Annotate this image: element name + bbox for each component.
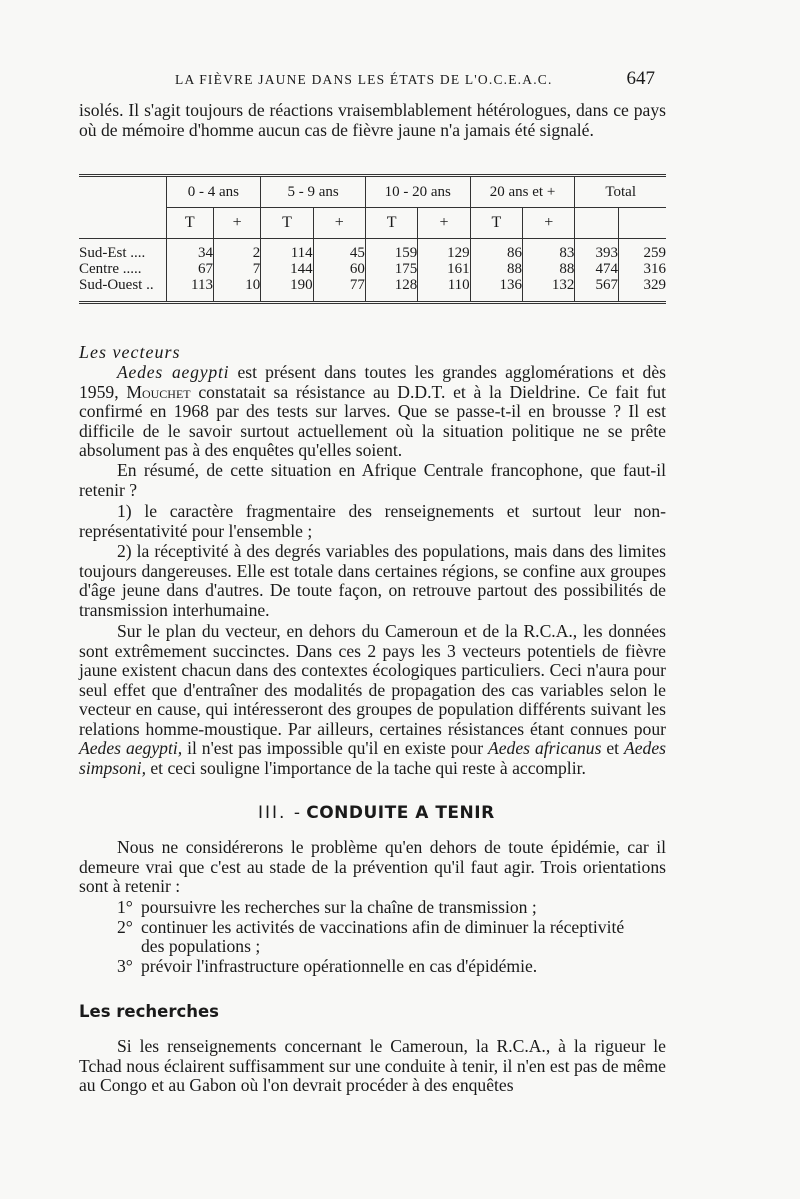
- list-item: 2° continuer les activités de vaccinations afin de diminuer la réceptivité des populations ;: [117, 916, 625, 956]
- col-group-5-9: 5 - 9 ans: [261, 176, 366, 208]
- table-cell: 34: [166, 245, 213, 261]
- col-group-0-4: 0 - 4 ans: [166, 176, 261, 208]
- table-cell: 83: [523, 245, 575, 261]
- page-number: 647: [626, 68, 655, 89]
- table-cell: 567: [575, 277, 619, 293]
- vecteurs-paragraph-3: 1) le caractère fragmentaire des renseignements et surtout leur non-représentativité pour l'ensemble ;: [79, 501, 666, 541]
- table-cell: 128: [365, 277, 417, 293]
- table-cell: 129: [418, 245, 470, 261]
- section-title: CONDUITE A TENIR: [306, 803, 495, 823]
- col-group-10-20: 10 - 20 ans: [365, 176, 470, 208]
- table-cell: 86: [470, 245, 522, 261]
- sub-header-t: T: [365, 208, 417, 239]
- table-row: [79, 277, 666, 293]
- sub-header-t: T: [166, 208, 213, 239]
- table-cell: 259: [618, 245, 666, 261]
- table-cell: 190: [261, 277, 313, 293]
- table-cell: 2: [213, 245, 260, 261]
- recherches-paragraph: Si les renseignements concernant le Cameroun, la R.C.A., à la rigueur le Tchad nous éclairent suffisamment sur une conduite à tenir, il n'en est pas de même au Congo et au Gabon où l'on devrait procéder à des enquêtes: [79, 1036, 666, 1095]
- author-name: Mouchet: [126, 381, 191, 402]
- table-row: [79, 245, 666, 261]
- vecteurs-paragraph-5: Sur le plan du vecteur, en dehors du Cameroun et de la R.C.A., les données sont extrêmement succinctes. Dans ces 2 pays les 3 vecteurs potentiels de fièvre jaune existent chacun dans des contextes écologiques particuliers. Ceci n'aura pour seul effet que d'entraîner des modalités de propagation des cas variables selon le vecteur en cause, qui intéresseront des groupes de population différents suivant les relations homme-moustique. Par ailleurs, certaines résistances étant connues pour Aedes aegypti, il n'est pas impossible qu'il en existe pour Aedes africanus et Aedes simpsoni, et ceci souligne l'importance de la tache qui reste à accomplir.: [79, 621, 667, 778]
- running-header: [175, 68, 655, 92]
- sub-header-plus: +: [418, 208, 470, 239]
- table-cell: 114: [261, 245, 313, 261]
- table-cell: 316: [618, 261, 666, 277]
- table-cell: 113: [166, 277, 213, 293]
- table-cell: 88: [470, 261, 522, 277]
- section-title-recherches: Les recherches: [79, 1002, 219, 1021]
- table-cell: 45: [313, 245, 365, 261]
- species-name: Aedes aegypti: [117, 362, 230, 382]
- vecteurs-paragraph-4: 2) la réceptivité à des degrés variables des populations, mais dans des limites toujours dangereuses. Elle est totale dans certaines régions, se confine aux groupes d'âge jeune dans d'autres. De toute façon, on retrouve partout des possibilités de transmission interhumaine.: [79, 541, 666, 620]
- section-title-vecteurs: Les vecteurs: [79, 342, 181, 362]
- sub-header-t: T: [470, 208, 522, 239]
- sub-header-plus: +: [213, 208, 260, 239]
- table-cell: 10: [213, 277, 260, 293]
- table-cell: 136: [470, 277, 522, 293]
- vecteurs-paragraph-1: Aedes aegypti est présent dans toutes les grandes agglomérations et dès 1959, Mouchet constatait sa résistance au D.D.T. et à la Dieldrine. Ce fait fut confirmé en 1968 par des tests sur larves. Que se passe-t-il en brousse ? Il est difficile de le savoir surtout actuellement où la situation politique ne se prête absolument pas à des enquêtes qu'elles soient.: [79, 362, 666, 460]
- row-label: Sud-Est ....: [79, 245, 146, 261]
- sub-header-plus: +: [523, 208, 575, 239]
- table-row: [79, 261, 666, 277]
- conduite-paragraph: Nous ne considérerons le problème qu'en dehors de toute épidémie, car il demeure vrai que c'est au stade de la prévention qu'il faut agir. Trois orientations sont à retenir :: [79, 837, 666, 896]
- serology-table: [79, 174, 666, 304]
- vecteurs-paragraph-2: En résumé, de cette situation en Afrique Centrale francophone, que faut-il retenir ?: [79, 460, 666, 500]
- sub-header-t: T: [261, 208, 313, 239]
- table-cell: 88: [523, 261, 575, 277]
- section-heading-conduite: [258, 803, 495, 823]
- table-cell: 144: [261, 261, 313, 277]
- row-label: Centre .....: [79, 261, 142, 277]
- table-cell: 329: [618, 277, 666, 293]
- table-cell: 393: [575, 245, 619, 261]
- table-cell: 7: [213, 261, 260, 277]
- table-cell: 132: [523, 277, 575, 293]
- col-group-20plus: 20 ans et +: [470, 176, 575, 208]
- table-cell: 110: [418, 277, 470, 293]
- table-cell: 474: [575, 261, 619, 277]
- table-cell: 159: [365, 245, 417, 261]
- list-item: 1° poursuivre les recherches sur la chaîne de transmission ;: [117, 897, 537, 917]
- col-group-total: Total: [575, 176, 666, 208]
- table-cell: 161: [418, 261, 470, 277]
- section-number: III. -: [258, 803, 302, 823]
- running-title: LA FIÈVRE JAUNE DANS LES ÉTATS DE L'O.C.E.A.C.: [175, 72, 553, 87]
- intro-paragraph: isolés. Il s'agit toujours de réactions vraisemblablement hétérologues, dans ce pays où de mémoire d'homme aucun cas de fièvre jaune n'a jamais été signalé.: [79, 100, 666, 140]
- table-cell: 175: [365, 261, 417, 277]
- row-label: Sud-Ouest ..: [79, 277, 154, 293]
- table-cell: 77: [313, 277, 365, 293]
- table-cell: 60: [313, 261, 365, 277]
- orientations-list: [117, 898, 666, 976]
- table-cell: 67: [166, 261, 213, 277]
- list-item: 3° prévoir l'infrastructure opérationnelle en cas d'épidémie.: [117, 955, 538, 976]
- sub-header-plus: +: [313, 208, 365, 239]
